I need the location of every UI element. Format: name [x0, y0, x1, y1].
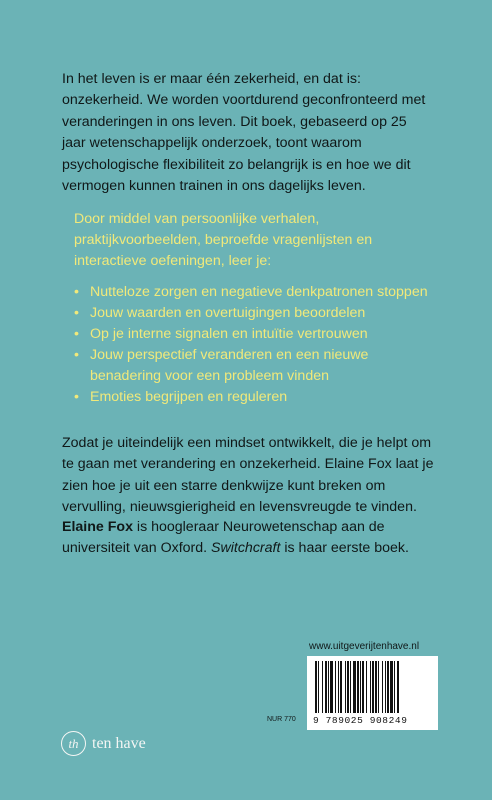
bullet-icon: •	[74, 347, 79, 363]
bullet-icon: •	[74, 389, 79, 405]
list-item: • Emoties begrijpen en reguleren	[74, 387, 436, 408]
publisher-website: www.uitgeverijtenhave.nl	[309, 641, 420, 652]
publisher-logo	[61, 731, 146, 756]
bullet-icon: •	[74, 305, 79, 321]
highlight-lead: Door middel van persoonlijke verhalen, praktijkvoorbeelden, beproefde vragenlijsten en interactieve oefeningen, leer je:	[74, 211, 373, 269]
nur-code: NUR 770	[267, 716, 296, 723]
isbn-digits: 9 789025 908249	[313, 715, 408, 726]
publisher-name: ten have	[92, 734, 146, 752]
author-name: Elaine Fox	[62, 519, 133, 535]
bullet-icon: •	[74, 284, 79, 300]
bullet-list	[74, 282, 436, 408]
intro-paragraph: In het leven is er maar één zekerheid, en dat is: onzekerheid. We worden voortdurend geconfronteerd met veranderingen in ons leven. Dit boek, gebaseerd op 25 jaar wetenschappelijk onderzoek, toont waarom psychologische flexibiliteit zo belangrijk is en hoe we dit vermogen kunnen trainen in ons dagelijks leven.	[62, 71, 426, 195]
barcode-bars	[315, 661, 431, 713]
list-item: • Nutteloze zorgen en negatieve denkpatronen stoppen	[74, 282, 436, 303]
list-item: • Jouw waarden en overtuigingen beoordelen	[74, 303, 436, 324]
book-title: Switchcraft	[211, 540, 281, 557]
ten-have-logo-icon: th	[61, 731, 86, 756]
author-bio: Elaine Fox is hoogleraar Neurowetenschap aan de universiteit van Oxford. Switchcraft is haar eerste boek.	[62, 519, 409, 557]
closing-paragraph: Zodat je uiteindelijk een mindset ontwikkelt, die je helpt om te gaan met verandering en onzekerheid. Elaine Fox laat je zien hoe je uit een starre denkwijze kunt breken om vervulling, nieuwsgierigheid en levensvreugde te vinden.	[62, 435, 434, 516]
highlight-block	[74, 209, 436, 408]
list-item: • Op je interne signalen en intuïtie vertrouwen	[74, 324, 436, 345]
list-item: • Jouw perspectief veranderen en een nieuwe benadering voor een probleem vinden	[74, 347, 369, 384]
bullet-icon: •	[74, 326, 79, 342]
barcode	[307, 656, 438, 730]
